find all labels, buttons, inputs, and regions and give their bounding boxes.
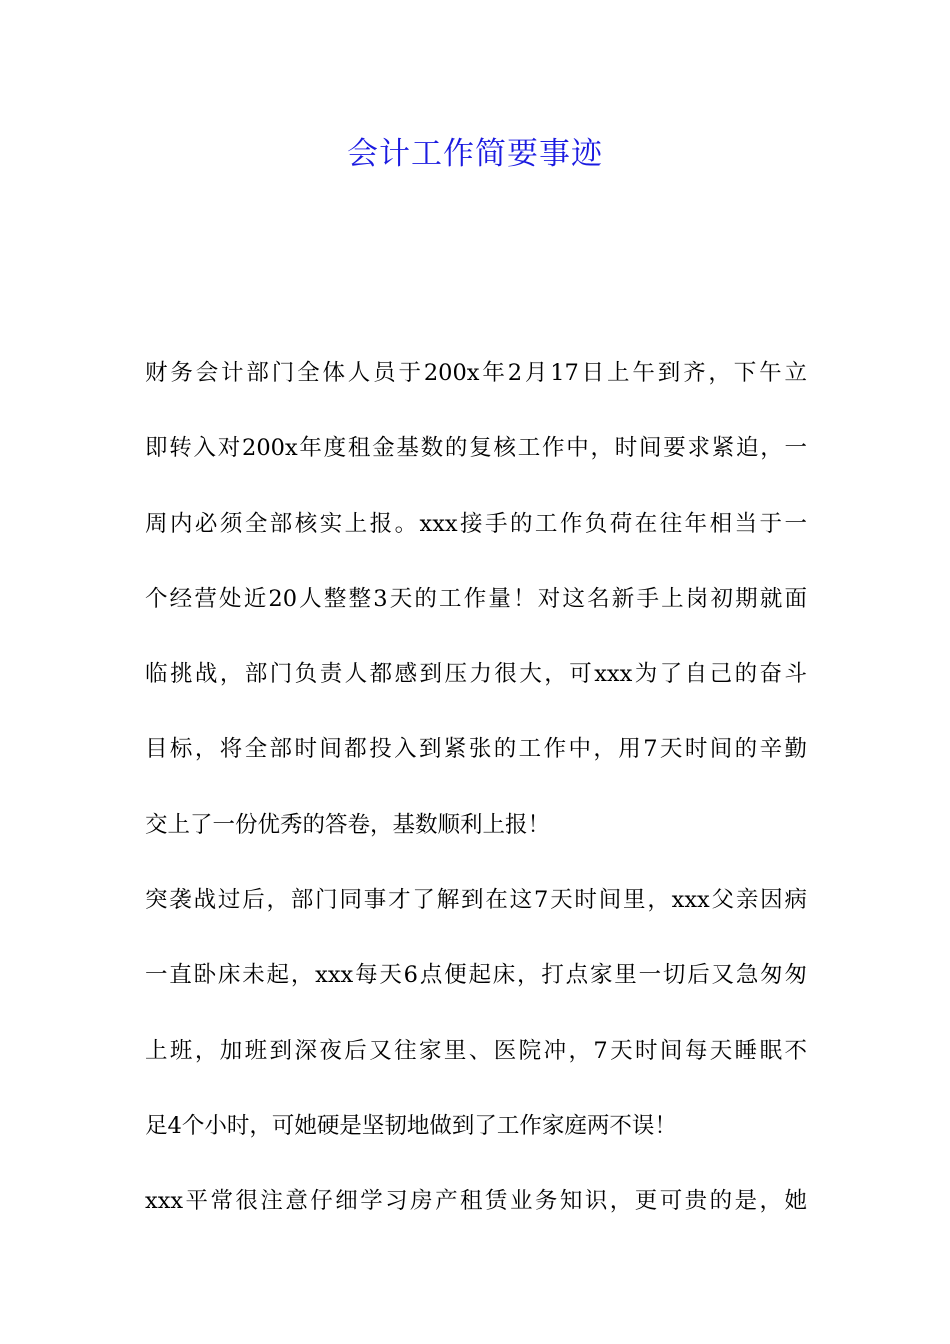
text-line: 足4个小时，可她硬是坚韧地做到了工作家庭两不误！ (145, 1112, 677, 1139)
text-line: 目标，将全部时间都投入到紧张的工作中，用7天时间的辛勤 (145, 736, 807, 763)
text-line: 个经营处近20人整整3天的工作量！对这名新手上岗初期就面 (145, 585, 807, 612)
paragraph-3 (145, 1164, 807, 1239)
text-line: xxx平常很注意仔细学习房产租赁业务知识，更可贵的是，她 (145, 1188, 807, 1215)
document-title: 会计工作简要事迹 (347, 136, 603, 172)
text-line: 一直卧床未起，xxx每天6点便起床，打点家里一切后又急匆匆 (145, 962, 807, 989)
text-line: 突袭战过后，部门同事才了解到在这7天时间里，xxx父亲因病 (145, 887, 807, 914)
text-line: 交上了一份优秀的答卷，基数顺利上报！ (145, 811, 551, 838)
document-body (145, 336, 807, 1240)
text-line: 周内必须全部核实上报。xxx接手的工作负荷在往年相当于一 (145, 510, 807, 537)
paragraph-2 (145, 863, 807, 1164)
text-line: 临挑战，部门负责人都感到压力很大，可xxx为了自己的奋斗 (145, 661, 807, 688)
text-line: 即转入对200x年度租金基数的复核工作中，时间要求紧迫，一 (145, 435, 807, 462)
text-line: 上班，加班到深夜后又往家里、医院冲，7天时间每天睡眠不 (145, 1037, 807, 1064)
text-line: 财务会计部门全体人员于200x年2月17日上午到齐，下午立 (145, 360, 807, 386)
paragraph-1 (145, 336, 807, 863)
